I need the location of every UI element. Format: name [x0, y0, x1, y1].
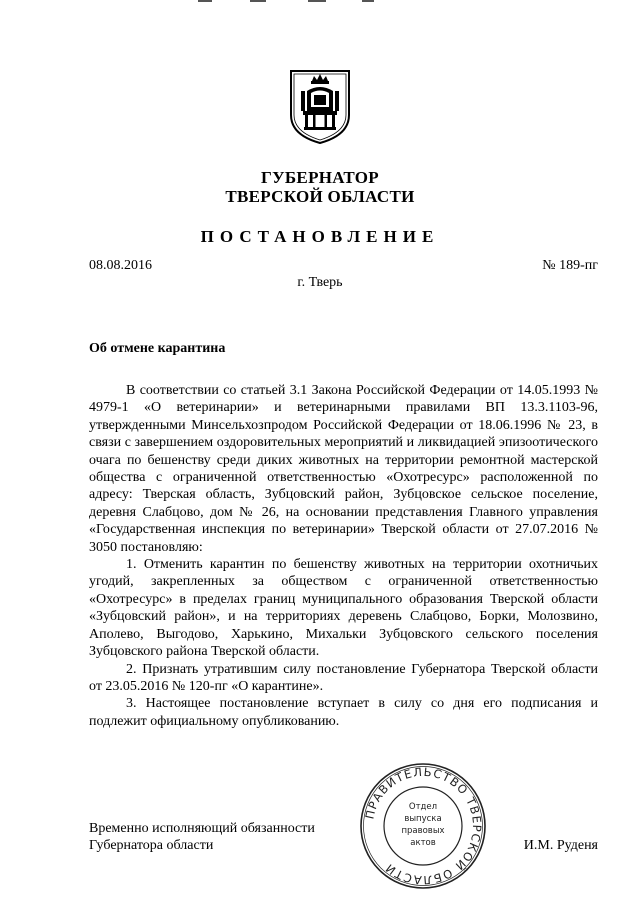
document-date: 08.08.2016: [89, 258, 152, 273]
signatory-name: И.М. Руденя: [523, 838, 598, 853]
item-2-paragraph: 2. Признать утратившим силу постановление Губернатора Тверской области от 23.05.2016 № 120-пг «О карантине».: [89, 661, 598, 694]
item-1-paragraph: 1. Отменить карантин по бешенству животных на территории охотничьих угодий, закрепленных за обществом с ограниченной ответственностью «Охотресурс» в пределах границ муниципального образования Тверской области «Зубцовский район», и на территориях деревень Слабцово, Борки, Молозвино, Аполево, Выгодово, Харькино, Михальки Зубцовского сельского поселения Зубцовского района Тверской области.: [89, 557, 598, 660]
item-3-paragraph: 3. Настоящее постановление вступает в силу со дня его подписания и подлежит официальному опубликованию.: [89, 696, 598, 729]
stamp-line3: правовых: [401, 826, 445, 836]
stamp-ring-text: ПРАВИТЕЛЬСТВО ТВЕРСКОЙ ОБЛАСТИ: [362, 764, 485, 888]
signatory-position-line2: Губернатора области: [89, 838, 214, 854]
stamp-line1: Отдел: [408, 802, 438, 812]
stamp-line2: выпуска: [404, 814, 442, 824]
scan-top-marks: [190, 0, 390, 4]
document-number: № 189-пг: [542, 258, 598, 273]
preamble-paragraph: В соответствии со статьей 3.1 Закона Российской Федерации от 14.05.1993 № 4979-1 «О ветеринарии» и ветеринарными правилами ВП 13.3.1103-96, утвержденными Минсельхозпродом Российской Федерации от 18.06.1996 № 23, в связи с завершением оздоровительных мероприятий и ликвидацией эпизоотического очага по бешенству среди диких животных на территории ремонтной мастерской общества с ограниченной ответственностью «Охотресурс» расположенной по адресу: Тверская область, Зубцовский район, Зубцовское сельское поселение, деревня Слабцово, дом № 26, на основании представления Главного управления «Государственная инспекция по ветеринарии» Тверской области от 27.07.2016 № 3050 постановляю:: [89, 383, 598, 555]
official-stamp: [359, 762, 487, 890]
tver-coat-of-arms-icon: [289, 69, 351, 145]
document-city: г. Тверь: [297, 275, 343, 290]
issuer-title-line2: ТВЕРСКОЙ ОБЛАСТИ: [225, 187, 415, 206]
document-type-heading: ПОСТАНОВЛЕНИЕ: [200, 227, 440, 246]
document-subject: Об отмене карантина: [89, 341, 226, 356]
document-body: [89, 382, 598, 730]
issuer-title-line1: ГУБЕРНАТОР: [261, 168, 379, 187]
signatory-position: [89, 820, 315, 855]
signatory-position-line1: Временно исполняющий обязанности: [89, 821, 315, 836]
stamp-line4: актов: [410, 838, 436, 848]
